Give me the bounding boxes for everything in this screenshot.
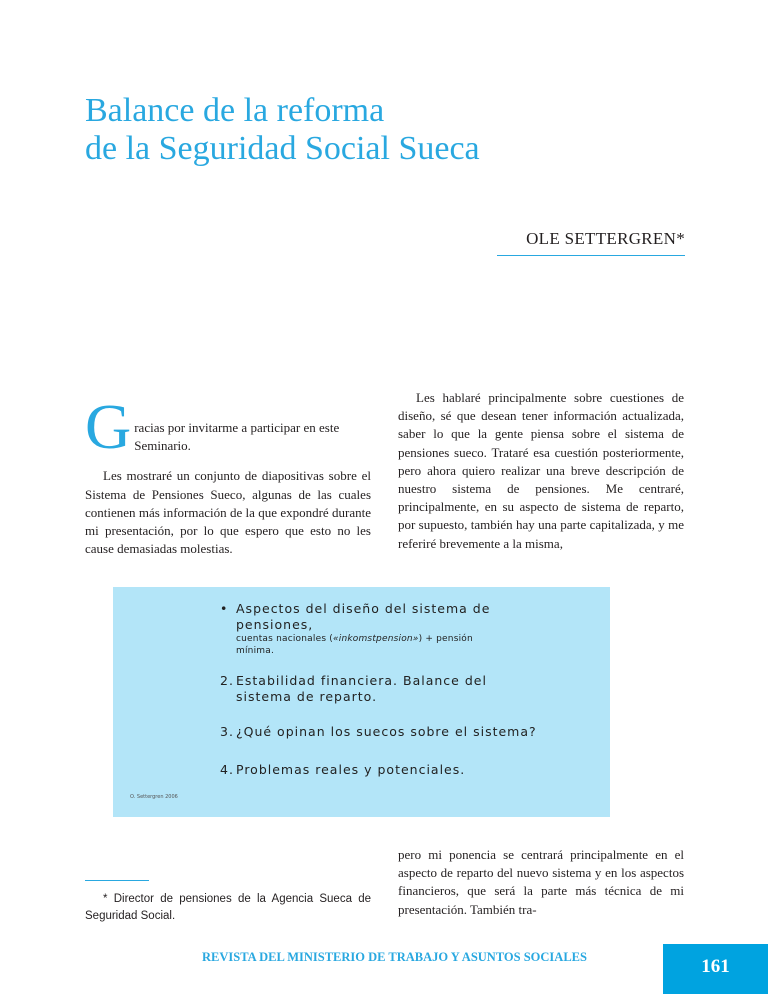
footnote-text: * Director de pensiones de la Agencia Sueca de Seguridad Social. bbox=[85, 893, 371, 922]
sub-italic: «inkomstpension» bbox=[332, 634, 419, 644]
slide-item-text: Problemas reales y potenciales. bbox=[236, 762, 466, 777]
slide-item-text: ¿Qué opinan los suecos sobre el sistema? bbox=[236, 724, 537, 739]
item-number: 4. bbox=[220, 762, 234, 777]
slide-item-text: Aspectos del diseño del sistema de pensiones, bbox=[236, 601, 491, 632]
paragraph: pero mi ponencia se centrará principalmente en el aspecto de reparto del nuevo sistema y en los aspectos financieros, que será la parte más técnica de mi presentación. También tra- bbox=[398, 847, 684, 917]
sub-text: cuentas nacionales ( bbox=[236, 634, 333, 644]
page-number: 161 bbox=[663, 944, 768, 994]
item-number: 3. bbox=[220, 724, 234, 739]
author-divider bbox=[497, 255, 685, 256]
right-column bbox=[398, 389, 684, 553]
author-name: OLE SETTERGREN* bbox=[526, 229, 685, 248]
journal-name: REVISTA DEL MINISTERIO DE TRABAJO Y ASUNTOS SOCIALES bbox=[202, 950, 587, 964]
slide-subtext bbox=[236, 633, 486, 657]
slide-item-text: Estabilidad financiera. Balance del sistema de reparto. bbox=[236, 673, 487, 704]
sub-text: ) + pensión mínima. bbox=[236, 634, 473, 656]
paragraph: Les mostraré un conjunto de diapositivas sobre el Sistema de Pensiones Sueco, algunas de las cuales contienen más información de la que expondré durante mi presentación, por lo que espero que esto no les cause demasiadas molestias. bbox=[85, 468, 371, 557]
left-column bbox=[85, 398, 371, 558]
bullet-marker: • bbox=[220, 601, 229, 616]
slide-item bbox=[220, 601, 536, 657]
footnote bbox=[85, 891, 371, 925]
paragraph: racias por invitarme a participar en este Seminario. bbox=[134, 420, 340, 454]
item-number: 2. bbox=[220, 673, 234, 688]
drop-cap: G bbox=[85, 398, 132, 456]
article-title bbox=[85, 92, 480, 168]
slide-item bbox=[220, 762, 566, 778]
slide-item bbox=[220, 673, 536, 705]
right-column-continued bbox=[398, 846, 684, 919]
paragraph: Les hablaré principalmente sobre cuestiones de diseño, sé que desean tener información actualizada, saber lo que la gente piensa sobre el sistema de pensiones sueco. Trataré esa cuestión posteriormente, pero ahora quiero realizar una breve descripción de nuestro sistema de pensiones. Me centraré, principalmente, en su aspecto de sistema de reparto, por supuesto, también hay una parte capitalizada, y me referiré brevemente a la misma, bbox=[398, 390, 684, 551]
slide-figure bbox=[113, 587, 610, 817]
title-line: Balance de la reforma bbox=[85, 92, 385, 129]
title-line: de la Seguridad Social Sueca bbox=[85, 130, 480, 167]
slide-credit: O. Settergren 2006 bbox=[130, 794, 178, 800]
slide-item bbox=[220, 724, 566, 740]
footnote-divider bbox=[85, 880, 149, 881]
